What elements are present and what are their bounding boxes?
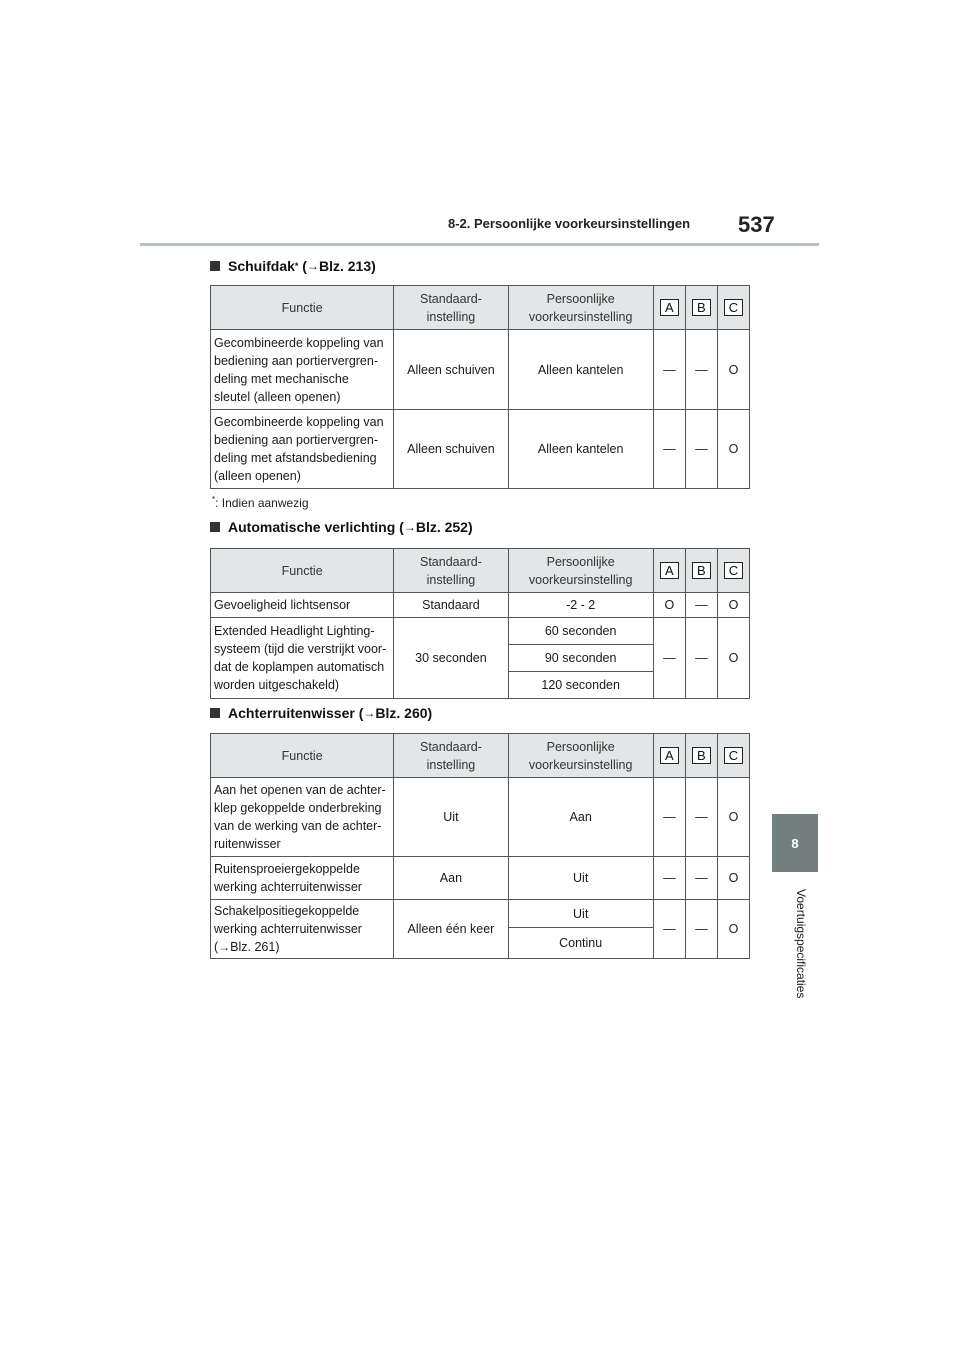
personal-cell: Aan: [508, 778, 653, 857]
sunroof-section-title: Schuifdak * ( → Blz. 213 ): [210, 258, 376, 274]
c-cell: O: [717, 330, 749, 410]
table-row: [211, 778, 750, 857]
column-header-personal: Persoonlijke voorkeursinstelling: [508, 286, 653, 330]
column-header-c: C: [717, 549, 749, 593]
c-cell: O: [717, 618, 749, 699]
wiper-table: [210, 733, 750, 959]
column-header-a: A: [653, 286, 685, 330]
lights-section-title: Automatische verlichting ( → Blz. 252 ): [210, 519, 473, 535]
b-cell: —: [685, 593, 717, 618]
lights-page-ref: Blz. 252: [415, 519, 468, 535]
function-cell: Aan het openen van de achter- klep gekoppelde onderbreking van de werking van de achter- ruitenwisser: [211, 778, 394, 857]
c-cell: O: [717, 900, 749, 959]
chapter-tab: 8: [772, 814, 818, 872]
personal-cell: Uit: [508, 857, 653, 900]
column-header-function: Functie: [211, 549, 394, 593]
table-header-row: [211, 734, 750, 778]
chapter-label: Voertuigspecificaties: [794, 889, 808, 999]
table-header-row: [211, 549, 750, 593]
c-cell: O: [717, 778, 749, 857]
wiper-title-text: Achterruitenwisser: [228, 705, 355, 721]
column-header-a: A: [653, 734, 685, 778]
sunroof-footnote-marker: *: [294, 261, 299, 271]
c-cell: O: [717, 593, 749, 618]
table-row: [211, 618, 750, 645]
column-header-b: B: [685, 734, 717, 778]
column-header-default: Standaard- instelling: [394, 549, 508, 593]
square-bullet-icon: [210, 522, 220, 532]
default-cell: Alleen schuiven: [394, 330, 508, 410]
b-cell: —: [685, 857, 717, 900]
function-cell: Gevoeligheid lichtsensor: [211, 593, 394, 618]
table-row: [211, 857, 750, 900]
column-header-default: Standaard- instelling: [394, 286, 508, 330]
column-header-default: Standaard- instelling: [394, 734, 508, 778]
function-cell: Gecombineerde koppeling van bediening aan portiervergren- deling met mechanische sleutel (alleen openen): [211, 330, 394, 410]
table-row: [211, 593, 750, 618]
square-bullet-icon: [210, 261, 220, 271]
a-cell: —: [653, 618, 685, 699]
wiper-page-ref: Blz. 260: [375, 705, 428, 721]
sunroof-table: [210, 285, 750, 489]
column-header-b: B: [685, 549, 717, 593]
b-cell: —: [685, 900, 717, 959]
function-cell: Extended Headlight Lighting- systeem (tijd die verstrijkt voor- dat de koplampen automatisch worden uitgeschakeld): [211, 618, 394, 699]
default-cell: Standaard: [394, 593, 508, 618]
default-cell: Alleen schuiven: [394, 410, 508, 489]
personal-cell: 90 seconden: [508, 645, 653, 672]
lights-title-text: Automatische verlichting: [228, 519, 396, 535]
column-header-c: C: [717, 286, 749, 330]
square-bullet-icon: [210, 708, 220, 718]
column-header-personal: Persoonlijke voorkeursinstelling: [508, 734, 653, 778]
table-row: [211, 410, 750, 489]
arrow-right-icon: →: [363, 706, 376, 720]
arrow-right-icon: →: [306, 259, 319, 273]
section-heading: 8-2. Persoonlijke voorkeursinstellingen: [448, 216, 691, 231]
sunroof-title-text: Schuifdak: [228, 258, 295, 274]
column-header-a: A: [653, 549, 685, 593]
default-cell: 30 seconden: [394, 618, 508, 699]
personal-cell: 60 seconden: [508, 618, 653, 645]
personal-cell: Alleen kantelen: [508, 410, 653, 489]
function-cell: Gecombineerde koppeling van bediening aan portiervergren- deling met afstandsbediening (alleen openen): [211, 410, 394, 489]
b-cell: —: [685, 618, 717, 699]
a-cell: —: [653, 410, 685, 489]
default-cell: Alleen één keer: [394, 900, 508, 959]
a-cell: —: [653, 778, 685, 857]
b-cell: —: [685, 778, 717, 857]
column-header-c: C: [717, 734, 749, 778]
lights-table: [210, 548, 750, 699]
a-cell: —: [653, 900, 685, 959]
page-number: 537: [738, 212, 775, 237]
personal-cell: Uit: [508, 900, 653, 928]
personal-cell: -2 - 2: [508, 593, 653, 618]
c-cell: O: [717, 410, 749, 489]
a-cell: O: [653, 593, 685, 618]
b-cell: —: [685, 330, 717, 410]
table-row: [211, 330, 750, 410]
table-row: [211, 900, 750, 928]
column-header-function: Functie: [211, 286, 394, 330]
function-cell: Ruitensproeiergekoppelde werking achterruitenwisser: [211, 857, 394, 900]
default-cell: Aan: [394, 857, 508, 900]
personal-cell: Alleen kantelen: [508, 330, 653, 410]
c-cell: O: [717, 857, 749, 900]
a-cell: —: [653, 857, 685, 900]
arrow-right-icon: →: [218, 940, 231, 954]
column-header-function: Functie: [211, 734, 394, 778]
a-cell: —: [653, 330, 685, 410]
header-divider: [140, 243, 819, 246]
personal-cell: Continu: [508, 928, 653, 959]
function-cell: Schakelpositiegekoppelde werking achterruitenwisser (→Blz. 261): [211, 900, 394, 959]
footnote: *: Indien aanwezig: [212, 495, 309, 510]
wiper-section-title: Achterruitenwisser ( → Blz. 260 ): [210, 705, 432, 721]
sunroof-page-ref: Blz. 213: [318, 258, 372, 274]
table-header-row: [211, 286, 750, 330]
column-header-b: B: [685, 286, 717, 330]
default-cell: Uit: [394, 778, 508, 857]
personal-cell: 120 seconden: [508, 672, 653, 699]
b-cell: —: [685, 410, 717, 489]
arrow-right-icon: →: [403, 520, 416, 534]
column-header-personal: Persoonlijke voorkeursinstelling: [508, 549, 653, 593]
